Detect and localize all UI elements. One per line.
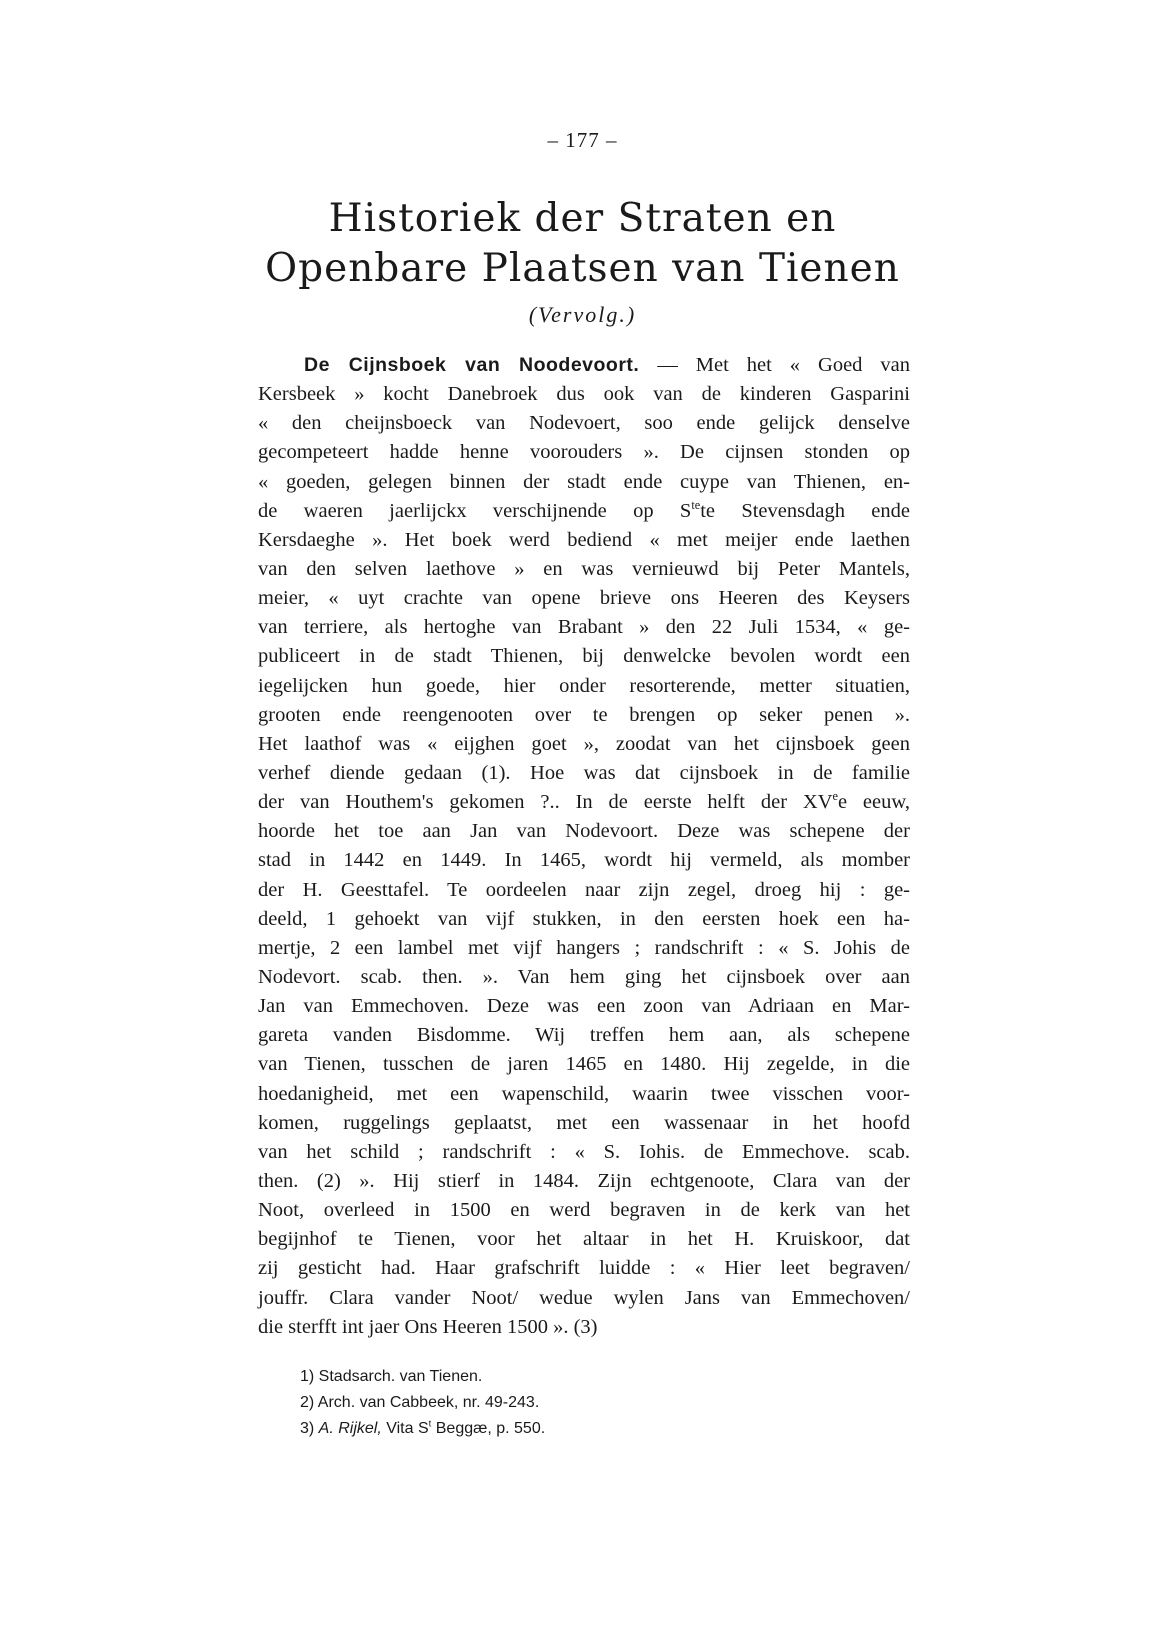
body-line-fragment: te Stevensdagh ende: [700, 499, 910, 522]
body-line-fragment: de waeren jaerlijckx verschijnende op S: [258, 499, 692, 522]
body-line: der H. Geesttafel. Te oordeelen naar zijn zegel, droeg hij : ge-: [258, 878, 910, 901]
body-line: zij gesticht had. Haar grafschrift luidde : « Hier leet begraven/: [258, 1257, 910, 1280]
body-line: [258, 497, 910, 526]
body-line: van den selven laethove » en was vernieuwd bij Peter Mantels,: [258, 557, 910, 580]
body-line-fragment: e eeuw,: [837, 791, 910, 814]
footnote-3: [300, 1416, 900, 1442]
page-title: [200, 194, 965, 294]
section-heading: De Cijnsboek van Noodevoort.: [304, 354, 640, 376]
superscript: te: [691, 497, 701, 512]
title-line-1: Historiek der Straten en: [328, 196, 837, 241]
body-line: iegelijcken hun goede, hier onder resorterende, metter situatien,: [258, 674, 910, 697]
body-line: stad in 1442 en 1449. In 1465, wordt hij vermeld, als momber: [258, 849, 910, 872]
body-line: jouffr. Clara vander Noot/ wedue wylen Jans van Emmechoven/: [258, 1286, 910, 1309]
footnote-1: 1) Stadsarch. van Tienen.: [300, 1368, 483, 1385]
body-line: Het laathof was « eijghen goet », zoodat van het cijnsboek geen: [258, 732, 910, 755]
body-line: hoorde het toe aan Jan van Nodevoort. Deze was schepene der: [258, 820, 910, 843]
body-line: Kersdaeghe ». Het boek werd bediend « met meijer ende laethen: [258, 528, 910, 551]
body-line: gecompeteert hadde henne voorouders ». De cijnsen stonden op: [258, 441, 910, 464]
body-line: Nodevort. scab. then. ». Van hem ging het cijnsboek over aan: [258, 965, 910, 988]
body-line: van Tienen, tusschen de jaren 1465 en 1480. Hij zegelde, in die: [258, 1053, 910, 1076]
body-line: deeld, 1 gehoekt van vijf stukken, in den eersten hoek een ha-: [258, 907, 910, 930]
body-line: begijnhof te Tienen, voor het altaar in het H. Kruiskoor, dat: [258, 1228, 910, 1251]
body-line: die sterfft int jaer Ons Heeren 1500 ». (3): [258, 1315, 598, 1338]
body-line: van het schild ; randschrift : « S. Iohis. de Emmechove. scab.: [258, 1140, 910, 1163]
body-line: Noot, overleed in 1500 en werd begraven in de kerk van het: [258, 1199, 910, 1222]
footnote-text: Beggæ, p. 550.: [431, 1420, 546, 1437]
body-line: mertje, 2 een lambel met vijf hangers ; randschrift : « S. Johis de: [258, 936, 910, 959]
footnote-author: A. Rijkel,: [318, 1420, 382, 1437]
body-line: verhef diende gedaan (1). Hoe was dat cijnsboek in de familie: [258, 761, 910, 784]
body-line: komen, ruggelings geplaatst, met een wassenaar in het hoofd: [258, 1111, 910, 1134]
body-line: publiceert in de stadt Thienen, bij denwelcke bevolen wordt een: [258, 645, 910, 668]
body-line-fragment: — Met het « Goed van: [639, 354, 910, 376]
body-paragraph: [258, 351, 910, 1342]
body-line: gareta vanden Bisdomme. Wij treffen hem aan, als schepene: [258, 1024, 910, 1047]
body-line: [258, 788, 910, 817]
body-line-fragment: der van Houthem's gekomen ?.. In de eerste helft der XV: [258, 791, 833, 814]
body-line: Kersbeek » kocht Danebroek dus ook van de kinderen Gasparini: [258, 383, 910, 406]
title-line-2: Openbare Plaatsen van Tienen: [265, 246, 900, 291]
body-line: [258, 351, 910, 380]
body-line: hoedanigheid, met een wapenschild, waarin twee visschen voor-: [258, 1082, 910, 1105]
body-line: meier, « uyt crachte van opene brieve ons Heeren des Keysers: [258, 587, 910, 610]
body-line: van terriere, als hertoghe van Brabant » den 22 Juli 1534, « ge-: [258, 616, 910, 639]
footnote-number: 3): [300, 1420, 319, 1437]
body-line: grooten ende reengenooten over te brengen op seker penen ».: [258, 703, 910, 726]
body-line: Jan van Emmechoven. Deze was een zoon van Adriaan en Mar-: [258, 995, 910, 1018]
footnotes: [300, 1364, 900, 1442]
footnote-2: 2) Arch. van Cabbeek, nr. 49-243.: [300, 1394, 540, 1411]
page-number: – 177 –: [547, 128, 618, 152]
superscript: t: [428, 1418, 432, 1430]
subtitle: (Vervolg.): [528, 302, 637, 327]
body-line: « goeden, gelegen binnen der stadt ende cuype van Thienen, en-: [258, 470, 910, 493]
superscript: e: [832, 789, 838, 804]
footnote-text: Vita S: [381, 1420, 429, 1437]
body-line: « den cheijnsboeck van Nodevoert, soo ende gelijck denselve: [258, 412, 910, 435]
body-line: then. (2) ». Hij stierf in 1484. Zijn echtgenoote, Clara van der: [258, 1169, 910, 1192]
